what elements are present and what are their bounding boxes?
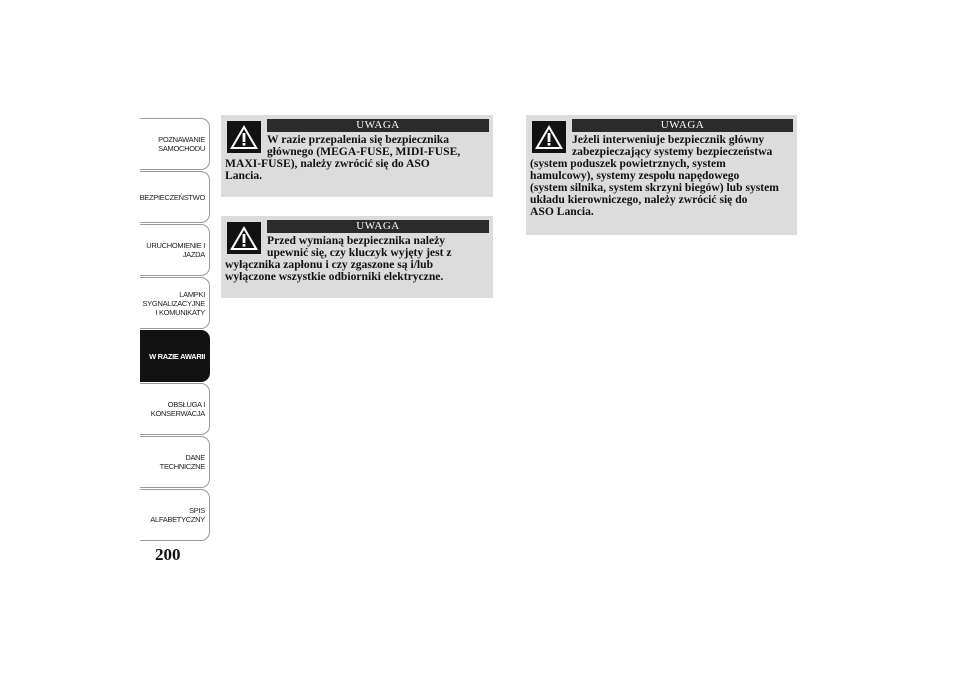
tab-w-razie-awarii[interactable]: W RAZIE AWARII <box>140 330 210 382</box>
tab-lampki-sygnalizacyjne[interactable]: LAMPKI SYGNALIZACYJNE I KOMUNIKATY <box>140 277 210 329</box>
warning-box-2 <box>221 216 493 298</box>
tab-obsluga-i-konserwacja[interactable]: OBSŁUGA I KONSERWACJA <box>140 383 210 435</box>
tab-dane-techniczne[interactable]: DANE TECHNICZNE <box>140 436 210 488</box>
warning-heading: UWAGA <box>267 119 489 132</box>
warning-box-1 <box>221 115 493 197</box>
tab-poznawanie-samochodu[interactable]: POZNAWANIE SAMOCHODU <box>140 118 210 170</box>
page-number: 200 <box>155 545 181 564</box>
warning-heading: UWAGA <box>572 119 793 132</box>
warning-text: W razie przepalenia się bezpiecznika głównego (MEGA-FUSE, MIDI-FUSE, MAXI-FUSE), należy zwrócić się do ASO Lancia. <box>225 133 461 182</box>
warning-text: Przed wymianą bezpiecznika należy upewnić się, czy kluczyk wyjęty jest z wyłącznika zapłonu i czy zgaszone są i/lub wyłączone wszystkie odbiorniki elektryczne. <box>225 234 452 283</box>
warning-box-3 <box>526 115 797 235</box>
tab-spis-alfabetyczny[interactable]: SPIS ALFABETYCZNY <box>140 489 210 541</box>
tab-uruchomienie-i-jazda[interactable]: URUCHOMIENIE I JAZDA <box>140 224 210 276</box>
tab-bezpieczenstwo[interactable]: BEZPIECZEŃSTWO <box>140 171 210 223</box>
warning-heading: UWAGA <box>267 220 489 233</box>
warning-text: Jeżeli interweniuje bezpiecznik główny zabezpieczający systemy bezpieczeństwa (system poduszek powietrznych, system hamulcowy), systemy zespołu napędowego (system silnika, system skrzyni biegów) lub system układu kierowniczego, należy zwrócić się do ASO Lancia. <box>530 133 779 218</box>
